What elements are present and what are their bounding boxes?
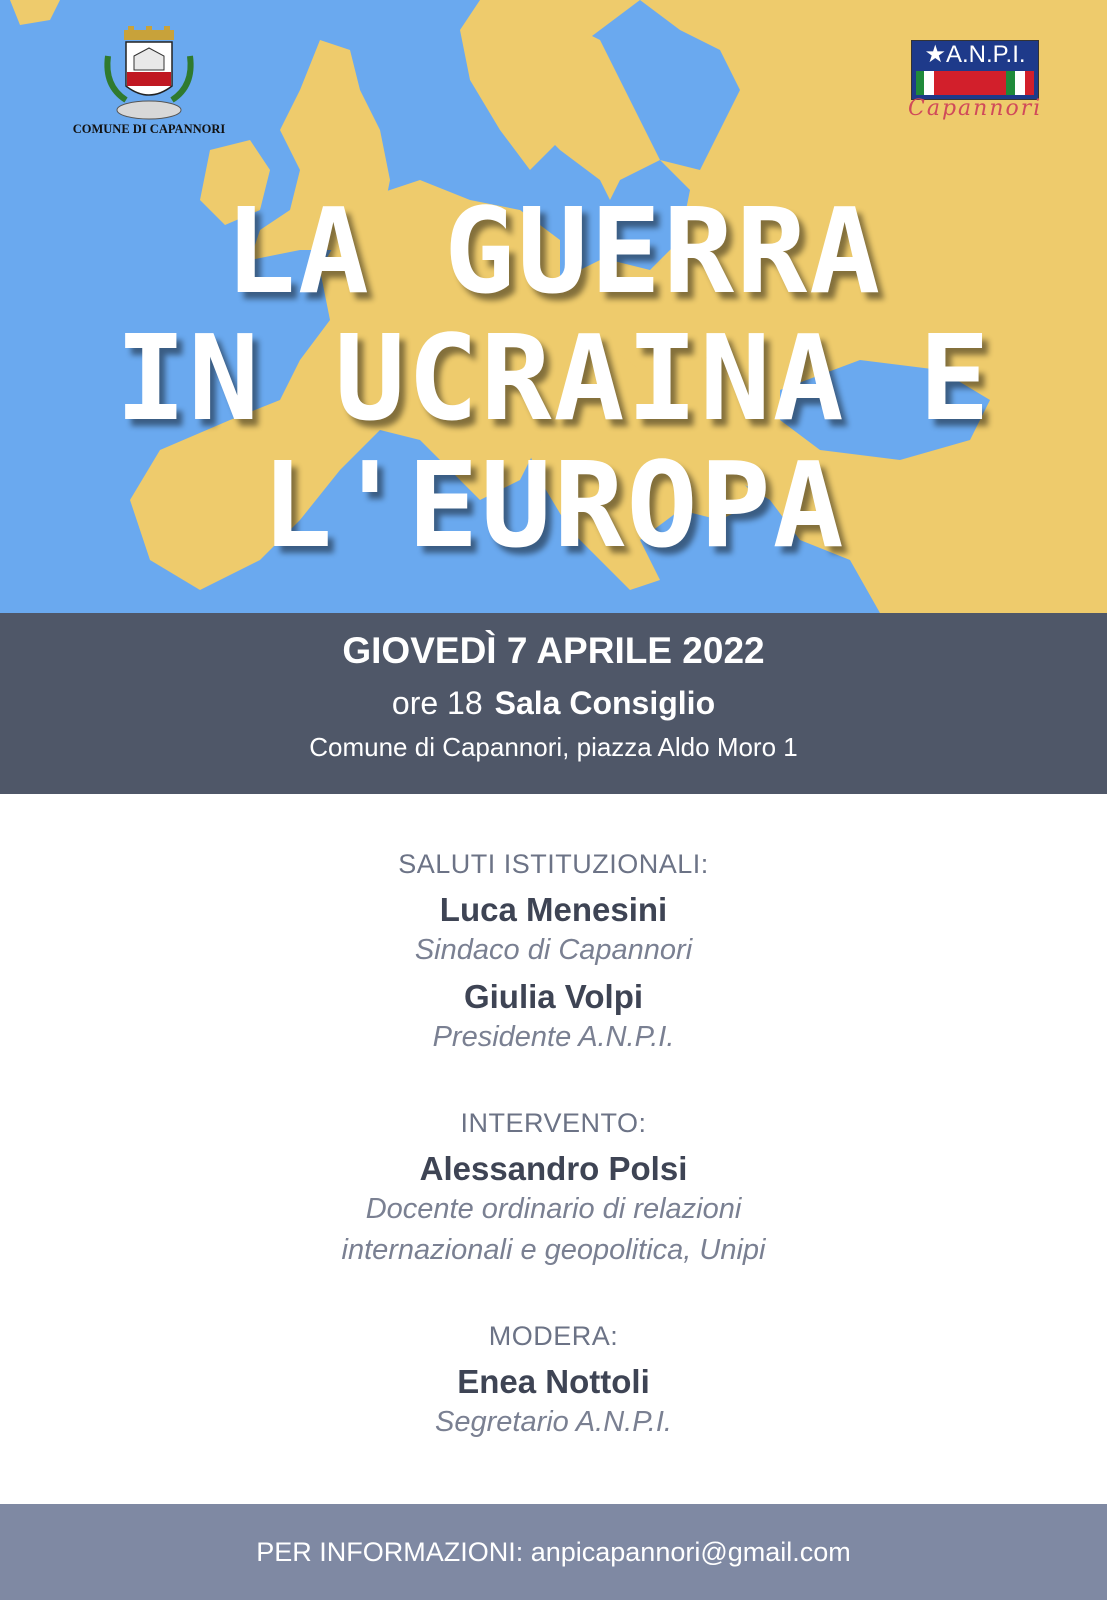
talk-speaker-role-line-2: internazionali e geopolitica, Unipi (341, 1234, 766, 1266)
moderator-label: MODERA: (488, 1321, 619, 1351)
comune-coat-of-arms-icon (64, 26, 234, 122)
event-venue: Sala Consiglio (494, 685, 716, 721)
talk-speaker-role-line-1: Docente ordinario di relazioni (365, 1193, 742, 1225)
event-info-band (0, 613, 1107, 794)
anpi-logo (908, 40, 1043, 135)
talk-speaker-name: Alessandro Polsi (419, 1150, 688, 1187)
speaker-role: Sindaco di Capannori (414, 934, 693, 966)
moderator-name: Enea Nottoli (457, 1363, 650, 1400)
program-section (0, 794, 1107, 1504)
title-line-3: L'EUROPA (261, 436, 846, 574)
event-date: GIOVEDÌ 7 APRILE 2022 (342, 630, 765, 671)
speaker-name: Luca Menesini (439, 891, 668, 928)
anpi-flag-icon (911, 40, 1039, 100)
anpi-logo-script: Capannori (908, 96, 1043, 121)
event-address: Comune di Capannori, piazza Aldo Moro 1 (309, 732, 798, 762)
anpi-logo-text: ★A.N.P.I. (924, 41, 1026, 68)
title-line-2: IN UCRAINA E (115, 309, 992, 447)
title-line-1: LA GUERRA (224, 182, 883, 320)
talk-label: INTERVENTO: (460, 1108, 647, 1138)
greetings-label: SALUTI ISTITUZIONALI: (398, 849, 709, 879)
event-time-venue (0, 685, 1107, 722)
hero-map (0, 0, 1107, 613)
event-time: ore 18 (391, 685, 483, 721)
comune-logo-text: COMUNE DI CAPANNORI (72, 122, 226, 136)
speaker-role: Presidente A.N.P.I. (432, 1021, 675, 1053)
moderator-role: Segretario A.N.P.I. (435, 1406, 672, 1438)
footer-info: PER INFORMAZIONI: anpicapannori@gmail.com (0, 1504, 1107, 1600)
comune-logo (64, 26, 234, 141)
speaker-name: Giulia Volpi (463, 978, 644, 1015)
page-title (0, 182, 1107, 574)
